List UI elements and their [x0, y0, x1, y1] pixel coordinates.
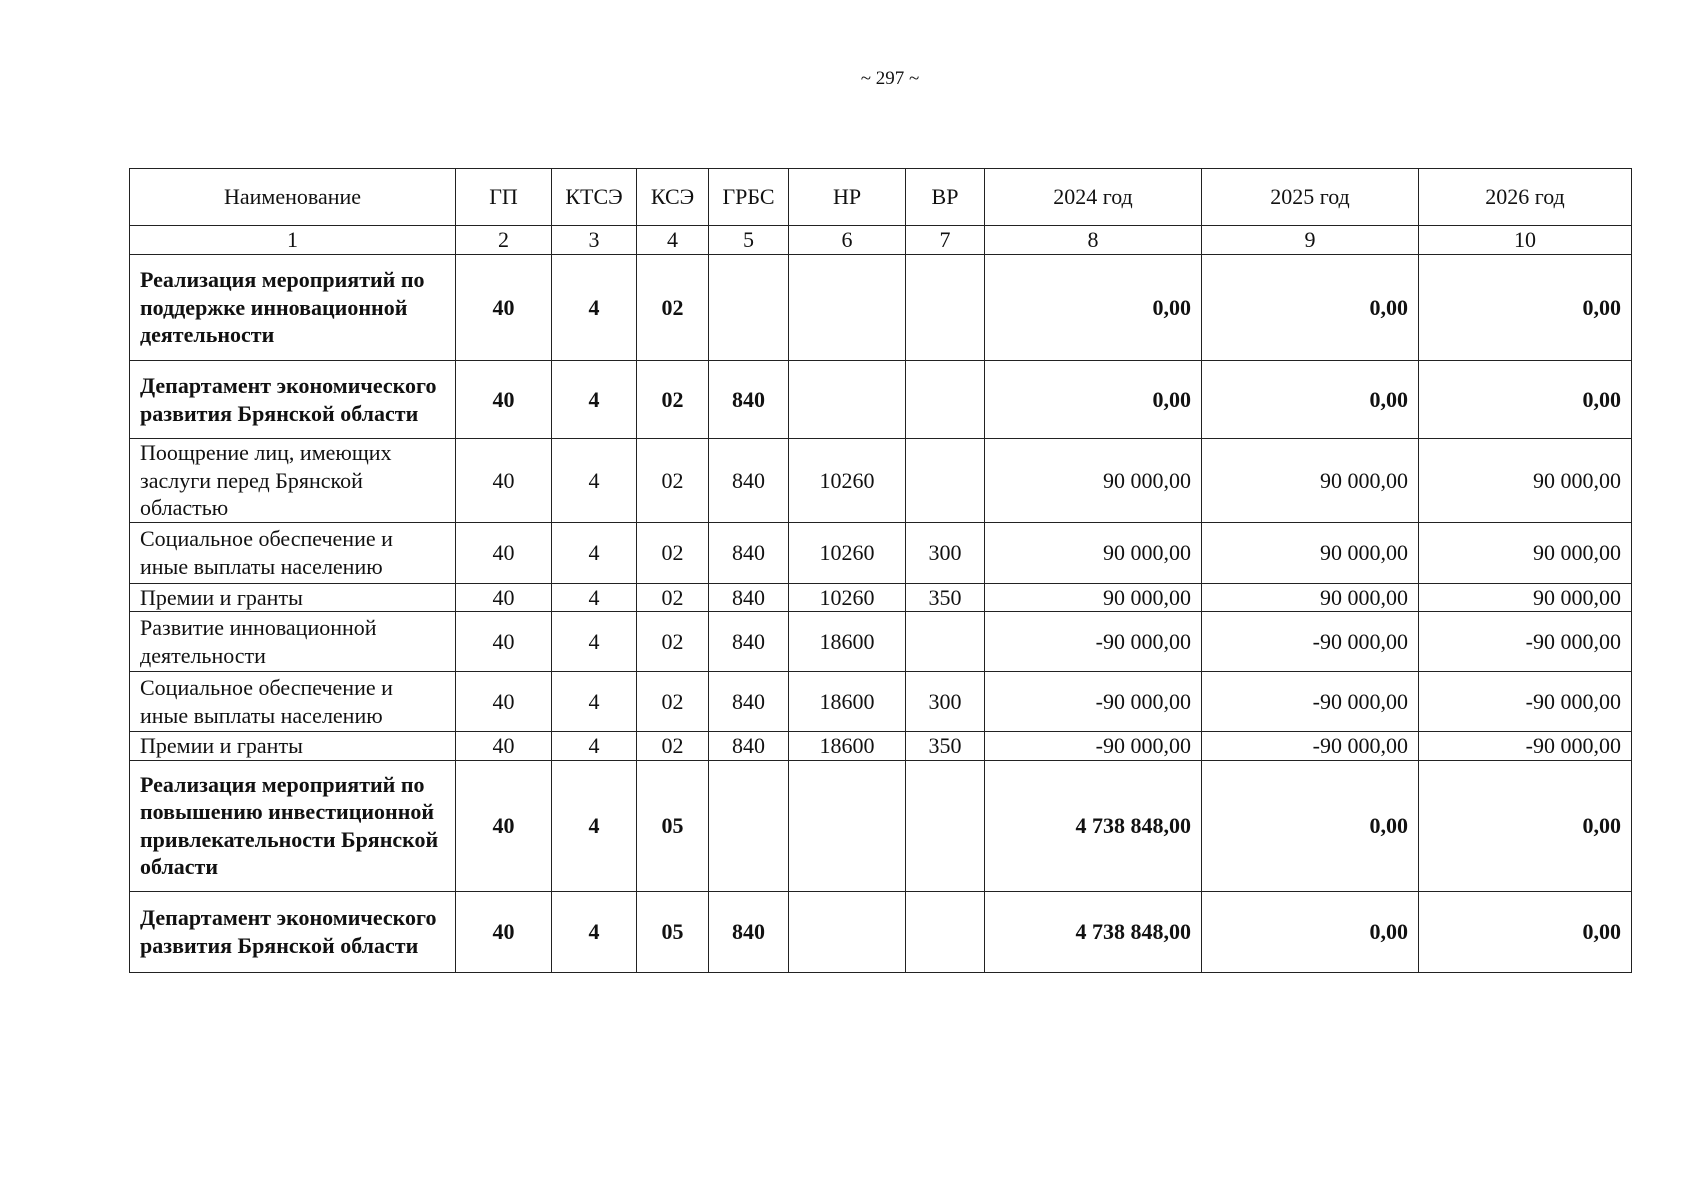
cell-vr	[906, 612, 985, 672]
cell-2024: 4 738 848,00	[985, 760, 1202, 891]
cell-vr: 350	[906, 583, 985, 612]
cell-nr: 10260	[789, 439, 906, 523]
column-number: 9	[1202, 226, 1419, 255]
cell-name: Премии и гранты	[130, 583, 456, 612]
cell-name: Социальное обеспечение и иные выплаты населению	[130, 672, 456, 732]
column-number: 1	[130, 226, 456, 255]
cell-vr	[906, 891, 985, 972]
column-number: 3	[552, 226, 637, 255]
cell-vr	[906, 439, 985, 523]
cell-2024: 90 000,00	[985, 583, 1202, 612]
cell-kse: 02	[637, 439, 709, 523]
cell-grbs: 840	[709, 672, 789, 732]
cell-vr	[906, 760, 985, 891]
table-row	[130, 522, 1632, 583]
cell-2025: 0,00	[1202, 255, 1419, 361]
cell-2026: 0,00	[1419, 255, 1632, 361]
cell-2025: 90 000,00	[1202, 522, 1419, 583]
column-number: 10	[1419, 226, 1632, 255]
cell-2026: -90 000,00	[1419, 672, 1632, 732]
cell-nr	[789, 891, 906, 972]
cell-ktse: 4	[552, 732, 637, 761]
cell-gp: 40	[456, 255, 552, 361]
header-kse: КСЭ	[637, 169, 709, 226]
cell-2025: -90 000,00	[1202, 612, 1419, 672]
cell-2025: 90 000,00	[1202, 583, 1419, 612]
cell-2024: 90 000,00	[985, 522, 1202, 583]
cell-ktse: 4	[552, 891, 637, 972]
cell-2026: 90 000,00	[1419, 583, 1632, 612]
cell-kse: 02	[637, 361, 709, 439]
cell-grbs: 840	[709, 583, 789, 612]
header-row	[130, 169, 1632, 226]
cell-gp: 40	[456, 583, 552, 612]
cell-nr	[789, 760, 906, 891]
cell-gp: 40	[456, 672, 552, 732]
cell-gp: 40	[456, 361, 552, 439]
column-number: 8	[985, 226, 1202, 255]
header-gp: ГП	[456, 169, 552, 226]
table-row	[130, 583, 1632, 612]
cell-2026: 90 000,00	[1419, 522, 1632, 583]
cell-nr	[789, 361, 906, 439]
cell-name: Департамент экономического развития Брянской области	[130, 361, 456, 439]
cell-vr	[906, 255, 985, 361]
cell-ktse: 4	[552, 583, 637, 612]
cell-ktse: 4	[552, 760, 637, 891]
header-grbs: ГРБС	[709, 169, 789, 226]
cell-ktse: 4	[552, 522, 637, 583]
cell-name: Реализация мероприятий по поддержке инновационной деятельности	[130, 255, 456, 361]
cell-2025: -90 000,00	[1202, 732, 1419, 761]
table-row	[130, 891, 1632, 972]
table-body	[130, 255, 1632, 973]
cell-2025: 0,00	[1202, 891, 1419, 972]
cell-name: Департамент экономического развития Брянской области	[130, 891, 456, 972]
cell-2024: -90 000,00	[985, 732, 1202, 761]
cell-kse: 02	[637, 672, 709, 732]
cell-2026: 0,00	[1419, 760, 1632, 891]
cell-grbs	[709, 255, 789, 361]
cell-2026: 90 000,00	[1419, 439, 1632, 523]
cell-name: Премии и гранты	[130, 732, 456, 761]
column-number: 5	[709, 226, 789, 255]
cell-kse: 05	[637, 891, 709, 972]
cell-kse: 05	[637, 760, 709, 891]
page-number: ~ 297 ~	[860, 68, 920, 89]
header-nr: НР	[789, 169, 906, 226]
cell-ktse: 4	[552, 361, 637, 439]
cell-kse: 02	[637, 255, 709, 361]
column-number: 6	[789, 226, 906, 255]
table-row	[130, 760, 1632, 891]
table-row	[130, 439, 1632, 523]
cell-2024: 0,00	[985, 361, 1202, 439]
header-name: Наименование	[130, 169, 456, 226]
cell-grbs: 840	[709, 439, 789, 523]
cell-kse: 02	[637, 732, 709, 761]
cell-2025: 0,00	[1202, 760, 1419, 891]
column-number: 4	[637, 226, 709, 255]
cell-2025: 90 000,00	[1202, 439, 1419, 523]
cell-kse: 02	[637, 522, 709, 583]
cell-2025: 0,00	[1202, 361, 1419, 439]
cell-nr: 18600	[789, 672, 906, 732]
cell-2024: -90 000,00	[985, 672, 1202, 732]
column-number: 7	[906, 226, 985, 255]
cell-2024: 90 000,00	[985, 439, 1202, 523]
cell-kse: 02	[637, 612, 709, 672]
cell-nr	[789, 255, 906, 361]
cell-gp: 40	[456, 760, 552, 891]
cell-2024: -90 000,00	[985, 612, 1202, 672]
cell-grbs: 840	[709, 732, 789, 761]
cell-ktse: 4	[552, 439, 637, 523]
header-ktse: КТСЭ	[552, 169, 637, 226]
cell-name: Реализация мероприятий по повышению инвестиционной привлекательности Брянской области	[130, 760, 456, 891]
cell-gp: 40	[456, 732, 552, 761]
cell-nr: 18600	[789, 612, 906, 672]
cell-vr: 300	[906, 522, 985, 583]
cell-ktse: 4	[552, 672, 637, 732]
cell-2026: -90 000,00	[1419, 732, 1632, 761]
table-row	[130, 672, 1632, 732]
table-row	[130, 612, 1632, 672]
cell-grbs: 840	[709, 891, 789, 972]
cell-gp: 40	[456, 612, 552, 672]
header-2024: 2024 год	[985, 169, 1202, 226]
header-2025: 2025 год	[1202, 169, 1419, 226]
cell-2024: 0,00	[985, 255, 1202, 361]
budget-table	[129, 168, 1632, 973]
cell-vr	[906, 361, 985, 439]
table-row	[130, 732, 1632, 761]
column-number: 2	[456, 226, 552, 255]
cell-ktse: 4	[552, 255, 637, 361]
cell-2026: 0,00	[1419, 891, 1632, 972]
cell-2026: -90 000,00	[1419, 612, 1632, 672]
cell-name: Развитие инновационной деятельности	[130, 612, 456, 672]
header-vr: ВР	[906, 169, 985, 226]
cell-2025: -90 000,00	[1202, 672, 1419, 732]
cell-2024: 4 738 848,00	[985, 891, 1202, 972]
cell-nr: 18600	[789, 732, 906, 761]
header-2026: 2026 год	[1419, 169, 1632, 226]
cell-nr: 10260	[789, 583, 906, 612]
cell-grbs: 840	[709, 361, 789, 439]
cell-grbs	[709, 760, 789, 891]
cell-grbs: 840	[709, 522, 789, 583]
cell-nr: 10260	[789, 522, 906, 583]
table-row	[130, 255, 1632, 361]
cell-kse: 02	[637, 583, 709, 612]
cell-gp: 40	[456, 522, 552, 583]
cell-vr: 300	[906, 672, 985, 732]
cell-2026: 0,00	[1419, 361, 1632, 439]
cell-ktse: 4	[552, 612, 637, 672]
table-row	[130, 361, 1632, 439]
cell-gp: 40	[456, 439, 552, 523]
column-number-row	[130, 226, 1632, 255]
cell-name: Поощрение лиц, имеющих заслуги перед Брянской областью	[130, 439, 456, 523]
cell-vr: 350	[906, 732, 985, 761]
cell-grbs: 840	[709, 612, 789, 672]
cell-gp: 40	[456, 891, 552, 972]
cell-name: Социальное обеспечение и иные выплаты населению	[130, 522, 456, 583]
